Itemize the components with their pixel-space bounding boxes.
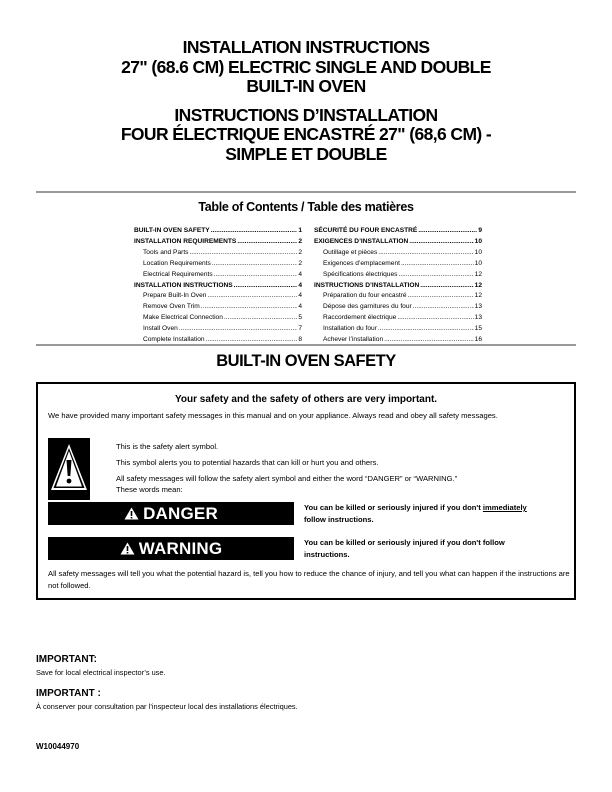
toc-entry-label: Installation du four: [323, 325, 377, 333]
divider-bottom: [36, 344, 576, 346]
important-heading-fr: IMPORTANT :: [36, 688, 101, 699]
toc-entry: [314, 237, 482, 248]
danger-description: [304, 502, 572, 525]
toc-column-french: [314, 226, 482, 346]
toc-entry: [134, 281, 302, 292]
alert-line: This symbol alerts you to potential hazards that can kill or hurt you and others.: [116, 457, 379, 467]
toc-leader-dots: [212, 259, 298, 270]
toc-entry: [314, 324, 482, 335]
toc-entry: [314, 248, 482, 259]
toc-leader-dots: [189, 248, 297, 259]
toc-entry: [314, 259, 482, 270]
toc-entry: [134, 248, 302, 259]
toc-entry-page: 5: [298, 314, 302, 322]
toc-leader-dots: [408, 291, 474, 302]
toc-leader-dots: [420, 281, 473, 292]
toc-leader-dots: [234, 281, 298, 292]
important-text-en: Save for local electrical inspector’s use.: [36, 668, 166, 677]
toc-entry-page: 16: [474, 336, 482, 344]
toc-entry-page: 15: [474, 325, 482, 333]
toc-entry-label: Préparation du four encastré: [323, 292, 407, 300]
toc-leader-dots: [397, 313, 473, 324]
toc-entry-label: Spécifications électriques: [323, 270, 398, 278]
title-en-line-2: 27" (68.6 CM) ELECTRIC SINGLE AND DOUBLE: [121, 56, 491, 77]
toc-entry: [134, 313, 302, 324]
toc-entry-page: 7: [298, 325, 302, 333]
alert-line: These words mean:: [116, 485, 183, 495]
toc-leader-dots: [378, 248, 473, 259]
toc-entry-label: Electrical Requirements: [143, 270, 213, 278]
toc-leader-dots: [237, 237, 297, 248]
alert-explanation: [116, 441, 556, 500]
important-text-fr: À conserver pour consultation par l’inspecteur local des installations électriques.: [36, 702, 298, 711]
toc-entry-label: Outillage et pièces: [323, 248, 378, 256]
toc-entry-label: Install Oven: [143, 325, 178, 333]
divider-top: [36, 191, 576, 193]
toc-leader-dots: [201, 302, 298, 313]
toc-leader-dots: [418, 226, 477, 237]
toc-leader-dots: [214, 270, 298, 281]
toc-entry: [314, 291, 482, 302]
toc-entry-page: 10: [474, 248, 482, 256]
document-number: W10044970: [36, 742, 80, 751]
toc-entry: [134, 270, 302, 281]
toc-entry-label: Tools and Parts: [143, 248, 189, 256]
toc-entry-label: Location Requirements: [143, 259, 211, 267]
toc-leader-dots: [409, 237, 473, 248]
toc-entry-label: EXIGENCES D’INSTALLATION: [314, 237, 409, 245]
document-title: [0, 38, 612, 164]
important-heading-en: IMPORTANT:: [36, 654, 97, 665]
warning-desc-part: instructions.: [304, 549, 350, 559]
alert-line: All safety messages will follow the safety alert symbol and either the word “DANGER” or “WARNING.”: [116, 473, 458, 483]
toc-entry-page: 2: [298, 237, 302, 245]
toc-entry: [134, 324, 302, 335]
toc-entry-page: 8: [298, 336, 302, 344]
toc-entry-label: INSTRUCTIONS D’INSTALLATION: [314, 281, 420, 289]
toc-entry-page: 4: [298, 281, 302, 289]
danger-label: DANGER: [143, 503, 218, 523]
toc-entry-label: Prepare Built-In Oven: [143, 292, 207, 300]
toc-entry-page: 12: [474, 292, 482, 300]
toc-entry: [314, 313, 482, 324]
warning-desc-part: You can be killed or seriously injured if you don't follow: [304, 538, 505, 547]
toc-entry: [314, 270, 482, 281]
toc-entry: [134, 259, 302, 270]
toc-leader-dots: [401, 259, 474, 270]
toc-entry-label: Complete Installation: [143, 336, 205, 344]
toc-entry: [134, 291, 302, 302]
toc-leader-dots: [398, 270, 473, 281]
toc-entry-page: 4: [298, 270, 302, 278]
toc-leader-dots: [179, 324, 298, 335]
title-fr-line-2: FOUR ÉLECTRIQUE ENCASTRÉ 27" (68,6 CM) -: [120, 124, 492, 144]
toc-column-english: [134, 226, 302, 346]
safety-intro: We have provided many important safety messages in this manual and on your appliance. Always read and obey all safety messages.: [48, 411, 498, 420]
toc-entry-label: Dépose des garnitures du four: [323, 303, 412, 311]
toc-entry: [314, 226, 482, 237]
toc-entry-page: 2: [298, 259, 302, 267]
section-title: BUILT-IN OVEN SAFETY: [216, 352, 396, 370]
warning-description: [304, 537, 572, 560]
toc-leader-dots: [378, 324, 474, 335]
toc-entry-page: 12: [474, 281, 482, 289]
toc-heading: Table of Contents / Table des matières: [198, 200, 414, 214]
toc-entry: [134, 237, 302, 248]
warning-triangle-icon: [120, 542, 135, 555]
title-fr-line-1: INSTRUCTIONS D’INSTALLATION: [174, 104, 438, 125]
warning-triangle-icon: [48, 438, 90, 500]
toc-leader-dots: [413, 302, 474, 313]
toc-entry: [314, 281, 482, 292]
safety-heading: Your safety and the safety of others are very important.: [174, 394, 438, 405]
danger-signal-bar: [48, 502, 294, 525]
toc-entry: [134, 302, 302, 313]
danger-desc-underline: immediately: [482, 503, 527, 512]
toc-entry: [134, 226, 302, 237]
danger-desc-part: follow instructions.: [304, 514, 374, 524]
title-en-line-3: BUILT-IN OVEN: [246, 76, 366, 96]
toc-entry-page: 2: [298, 248, 302, 256]
toc-entry-label: Raccordement électrique: [323, 314, 397, 322]
toc-entry-page: 13: [474, 303, 482, 311]
toc-entry-page: 4: [298, 292, 302, 300]
toc-entry-label: BUILT-IN OVEN SAFETY: [134, 227, 210, 234]
danger-desc-part: You can be killed or seriously injured if you don't: [304, 503, 483, 512]
toc-entry-page: 9: [478, 227, 482, 234]
warning-triangle-icon: [124, 507, 139, 520]
alert-line: This is the safety alert symbol.: [116, 442, 219, 451]
toc-entry-page: 10: [474, 259, 482, 267]
toc-entry-page: 12: [474, 270, 482, 278]
warning-label: WARNING: [138, 538, 223, 558]
toc-entry-label: Make Electrical Connection: [143, 314, 223, 322]
toc-entry: [314, 302, 482, 313]
safety-footer: All safety messages will tell you what the potential hazard is, tell you how to reduce the chance of injury, and tell you what can happen if the instructions are not followed.: [48, 569, 570, 590]
toc-entry-page: 10: [474, 237, 482, 245]
safety-box: [36, 382, 576, 600]
toc-entry-label: Achever l’installation: [323, 336, 384, 344]
title-en-line-1: INSTALLATION INSTRUCTIONS: [182, 37, 430, 57]
warning-signal-bar: [48, 537, 294, 560]
toc-entry-page: 1: [298, 227, 302, 234]
toc-entry-page: 4: [298, 303, 302, 311]
toc-entry-label: Exigences d’emplacement: [323, 259, 400, 267]
toc-entry-label: Remove Oven Trim: [143, 303, 200, 311]
toc-leader-dots: [207, 291, 297, 302]
toc-entry-label: INSTALLATION INSTRUCTIONS: [134, 281, 233, 289]
title-fr-line-3: SIMPLE ET DOUBLE: [225, 143, 387, 164]
toc-leader-dots: [224, 313, 297, 324]
toc-entry-label: SÉCURITÉ DU FOUR ENCASTRÉ: [314, 227, 418, 234]
toc-entry-page: 13: [474, 314, 482, 322]
toc-entry-label: INSTALLATION REQUIREMENTS: [134, 237, 237, 245]
toc-leader-dots: [211, 226, 298, 237]
